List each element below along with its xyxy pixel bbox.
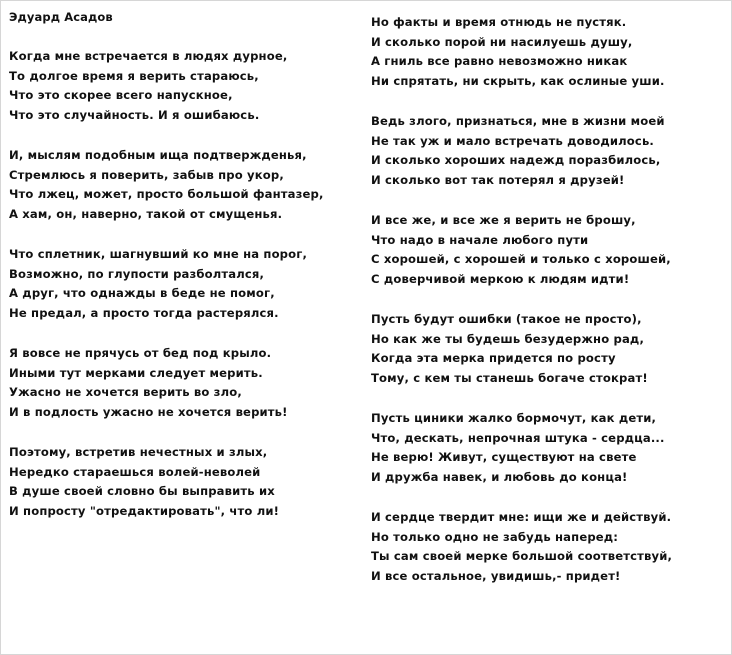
stanza: [9, 47, 361, 125]
poem-line: И попросту "отредактировать", что ли!: [9, 503, 280, 518]
poem-line: Ведь злого, признаться, мне в жизни моей: [371, 114, 665, 128]
stanza: [9, 443, 361, 521]
poem-line: С доверчивой меркою к людям идти!: [371, 271, 630, 286]
poem-line: А друг, что однажды в беде не помог,: [9, 286, 275, 300]
poem-line: То долгое время я верить стараюсь,: [9, 68, 259, 83]
poem-line: Поэтому, встретив нечестных и злых,: [9, 445, 268, 459]
poem-line: С хорошей, с хорошей и только с хорошей,: [371, 252, 671, 266]
poem-line: Тому, с кем ты станешь богаче стократ!: [371, 370, 648, 385]
stanza: [9, 146, 361, 224]
poem-line: Возможно, по глупости разболтался,: [9, 266, 265, 281]
poem-line: Когда мне встречается в людях дурное,: [9, 49, 288, 63]
stanza: [371, 409, 727, 487]
poem-line: И все же, и все же я верить не брошу,: [371, 213, 636, 227]
stanza: [371, 211, 727, 289]
poem-line: Пусть циники жалко бормочут, как дети,: [371, 411, 657, 425]
poem-line: И, мыслям подобным ища подтвержденья,: [9, 148, 307, 162]
poem-line: Но только одно не забудь наперед:: [371, 529, 619, 544]
poem-line: Ни спрятать, ни скрыть, как ослиные уши.: [371, 73, 665, 88]
poem-line: Но факты и время отнюдь не пустяк.: [371, 15, 627, 29]
stanza: [9, 245, 361, 323]
poem-line: Но как же ты будешь безудержно рад,: [371, 331, 645, 346]
stanza: [371, 508, 727, 586]
poem-line: А гниль все равно невозможно никак: [371, 54, 628, 68]
author-name: Эдуард Асадов: [9, 10, 113, 24]
poem-line: Что лжец, может, просто большой фантазер,: [9, 187, 324, 201]
stanza: [371, 112, 727, 190]
poem-line: Ужасно не хочется верить во зло,: [9, 385, 242, 399]
poem-line: И дружба навек, и любовь до конца!: [371, 469, 628, 484]
poem-line: И сколько хороших надежд поразбилось,: [371, 153, 661, 167]
poem-line: И сколько порой ни насилуешь душу,: [371, 34, 633, 49]
poem-line: Иными тут мерками следует мерить.: [9, 365, 263, 380]
poem-line: Не верю! Живут, существуют на свете: [371, 450, 637, 464]
poem-line: Что это случайность. И я ошибаюсь.: [9, 107, 260, 122]
poem-line: Ты сам своей мерке большой соответствуй,: [371, 549, 673, 563]
poem-line: И все остальное, увидишь,- придет!: [371, 568, 621, 583]
poem-line: И в подлость ужасно не хочется верить!: [9, 404, 288, 419]
poem-column-right: [371, 13, 727, 607]
stanza: [371, 13, 727, 91]
poem-line: Я вовсе не прячусь от бед под крыло.: [9, 346, 272, 360]
poem-line: Стремлюсь я поверить, забыв про укор,: [9, 167, 284, 182]
poem-line: И сердце твердит мне: ищи же и действуй.: [371, 510, 672, 524]
poem-line: Когда эта мерка придется по росту: [371, 351, 616, 365]
poem-line: А хам, он, наверно, такой от смущенья.: [9, 206, 283, 221]
poem-line: Что это скорее всего напускное,: [9, 88, 233, 102]
poem-line: Что сплетник, шагнувший ко мне на порог,: [9, 247, 308, 261]
poem-line: Не так уж и мало встречать доводилось.: [371, 133, 654, 148]
poem-line: В душе своей словно бы выправить их: [9, 484, 275, 498]
poem-line: Пусть будут ошибки (такое не просто),: [371, 312, 642, 326]
poem-line: И сколько вот так потерял я друзей!: [371, 172, 625, 187]
poem-line: Не предал, а просто тогда растерялся.: [9, 305, 279, 320]
poem-line: Что надо в начале любого пути: [371, 232, 589, 247]
poem-line: Что, дескать, непрочная штука - сердца...: [371, 430, 665, 445]
stanza: [371, 310, 727, 388]
stanza: [9, 344, 361, 422]
poem-line: Нередко стараешься волей-неволей: [9, 464, 261, 479]
poem-column-left: [9, 9, 361, 542]
